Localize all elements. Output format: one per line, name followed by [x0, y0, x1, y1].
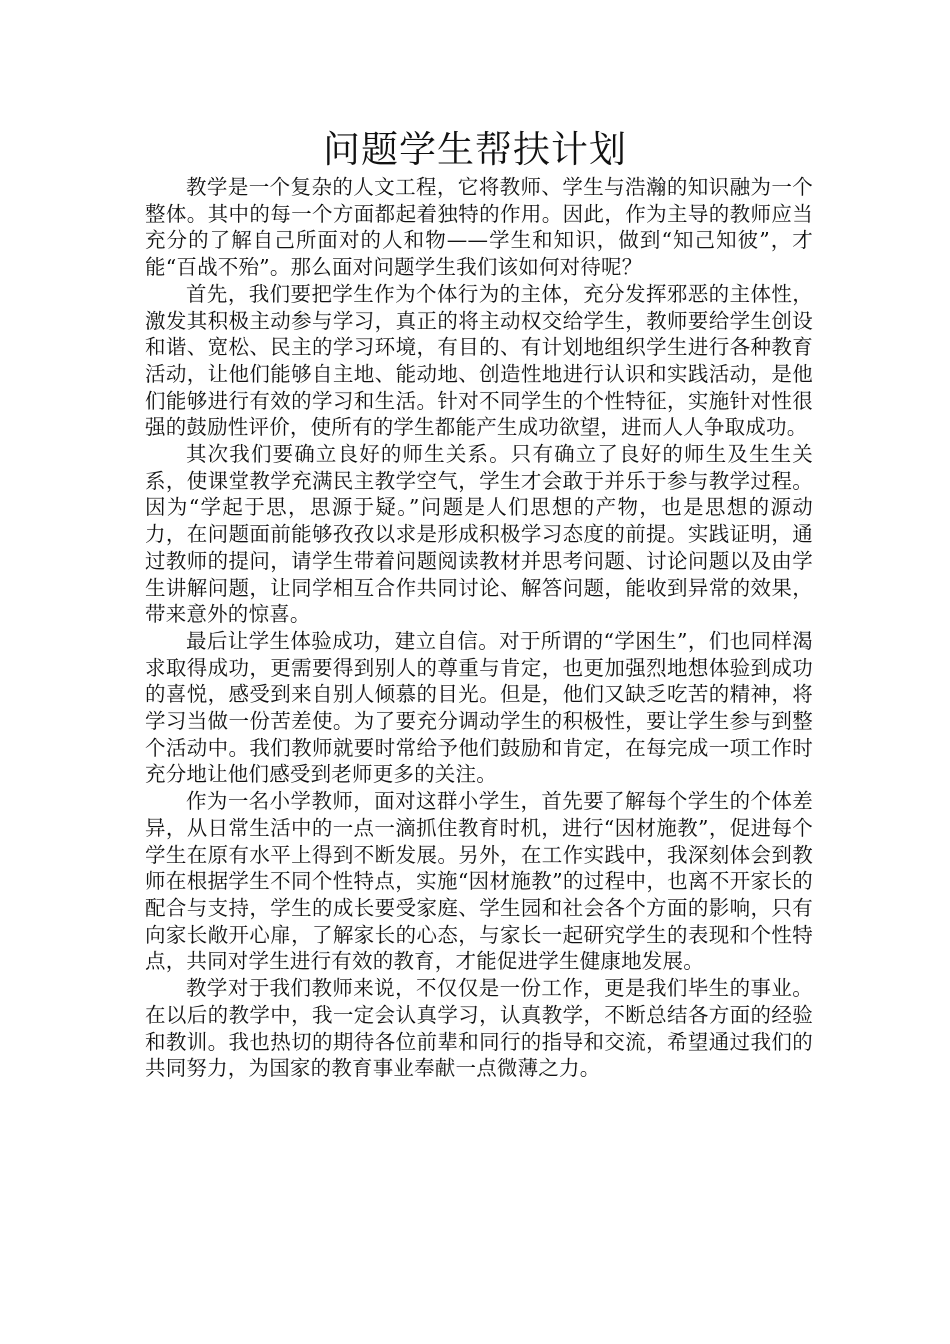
document-title: 问题学生帮扶计划: [323, 128, 627, 171]
paragraph-6: 教学对于我们教师来说，不仅仅是一份工作，更是我们毕生的事业。在以后的教学中，我一定会认真学习，认真教学，不断总结各方面的经验和教训。我也热切的期待各位前辈和同行的指导和交流，希望通过我们的共同努力，为国家的教育事业奉献一点微薄之力。: [145, 976, 813, 1081]
paragraph-3: 其次我们要确立良好的师生关系。只有确立了良好的师生及生生关系，使课堂教学充满民主教学空气，学生才会敢于并乐于参与教学过程。因为“学起于思，思源于疑。”问题是人们思想的产物，也是思想的源动力，在问题面前能够孜孜以求是形成积极学习态度的前提。实践证明，通过教师的提问，请学生带着问题阅读教材并思考问题、讨论问题以及由学生讲解问题，让同学相互合作共同讨论、解答问题，能收到异常的效果，带来意外的惊喜。: [145, 442, 813, 627]
paragraph-1: 教学是一个复杂的人文工程，它将教师、学生与浩瀚的知识融为一个整体。其中的每一个方面都起着独特的作用。因此，作为主导的教师应当充分的了解自己所面对的人和物——学生和知识，做到“知己知彼”，才能“百战不殆”。那么面对问题学生我们该如何对待呢？: [145, 175, 813, 280]
paragraph-5: 作为一名小学教师，面对这群小学生，首先要了解每个学生的个体差异，从日常生活中的一点一滴抓住教育时机，进行“因材施教”，促进每个学生在原有水平上得到不断发展。另外，在工作实践中，我深刻体会到教师在根据学生不同个性特点，实施“因材施教”的过程中，也离不开家长的配合与支持，学生的成长要受家庭、学生园和社会各个方面的影响，只有向家长敞开心扉，了解家长的心态，与家长一起研究学生的表现和个性特点，共同对学生进行有效的教育，才能促进学生健康地发展。: [145, 789, 813, 974]
paragraph-4: 最后让学生体验成功，建立自信。对于所谓的“学困生”，们也同样渴求取得成功，更需要得到别人的尊重与肯定，也更加强烈地想体验到成功的喜悦，感受到来自别人倾慕的目光。但是，他们又缺乏吃苦的精神，将学习当做一份苦差使。为了要充分调动学生的积极性，要让学生参与到整个活动中。我们教师就要时常给予他们鼓励和肯定，在每完成一项工作时充分地让他们感受到老师更多的关注。: [145, 628, 813, 787]
document-body: [145, 174, 813, 1082]
paragraph-2: 首先，我们要把学生作为个体行为的主体，充分发挥邪恶的主体性，激发其积极主动参与学习，真正的将主动权交给学生，教师要给学生创设和谐、宽松、民主的学习环境，有目的、有计划地组织学生进行各种教育活动，让他们能够自主地、能动地、创造性地进行认识和实践活动，是他们能够进行有效的学习和生活。针对不同学生的个性特征，实施针对性很强的鼓励性评价，使所有的学生都能产生成功欲望，进而人人争取成功。: [145, 281, 813, 440]
